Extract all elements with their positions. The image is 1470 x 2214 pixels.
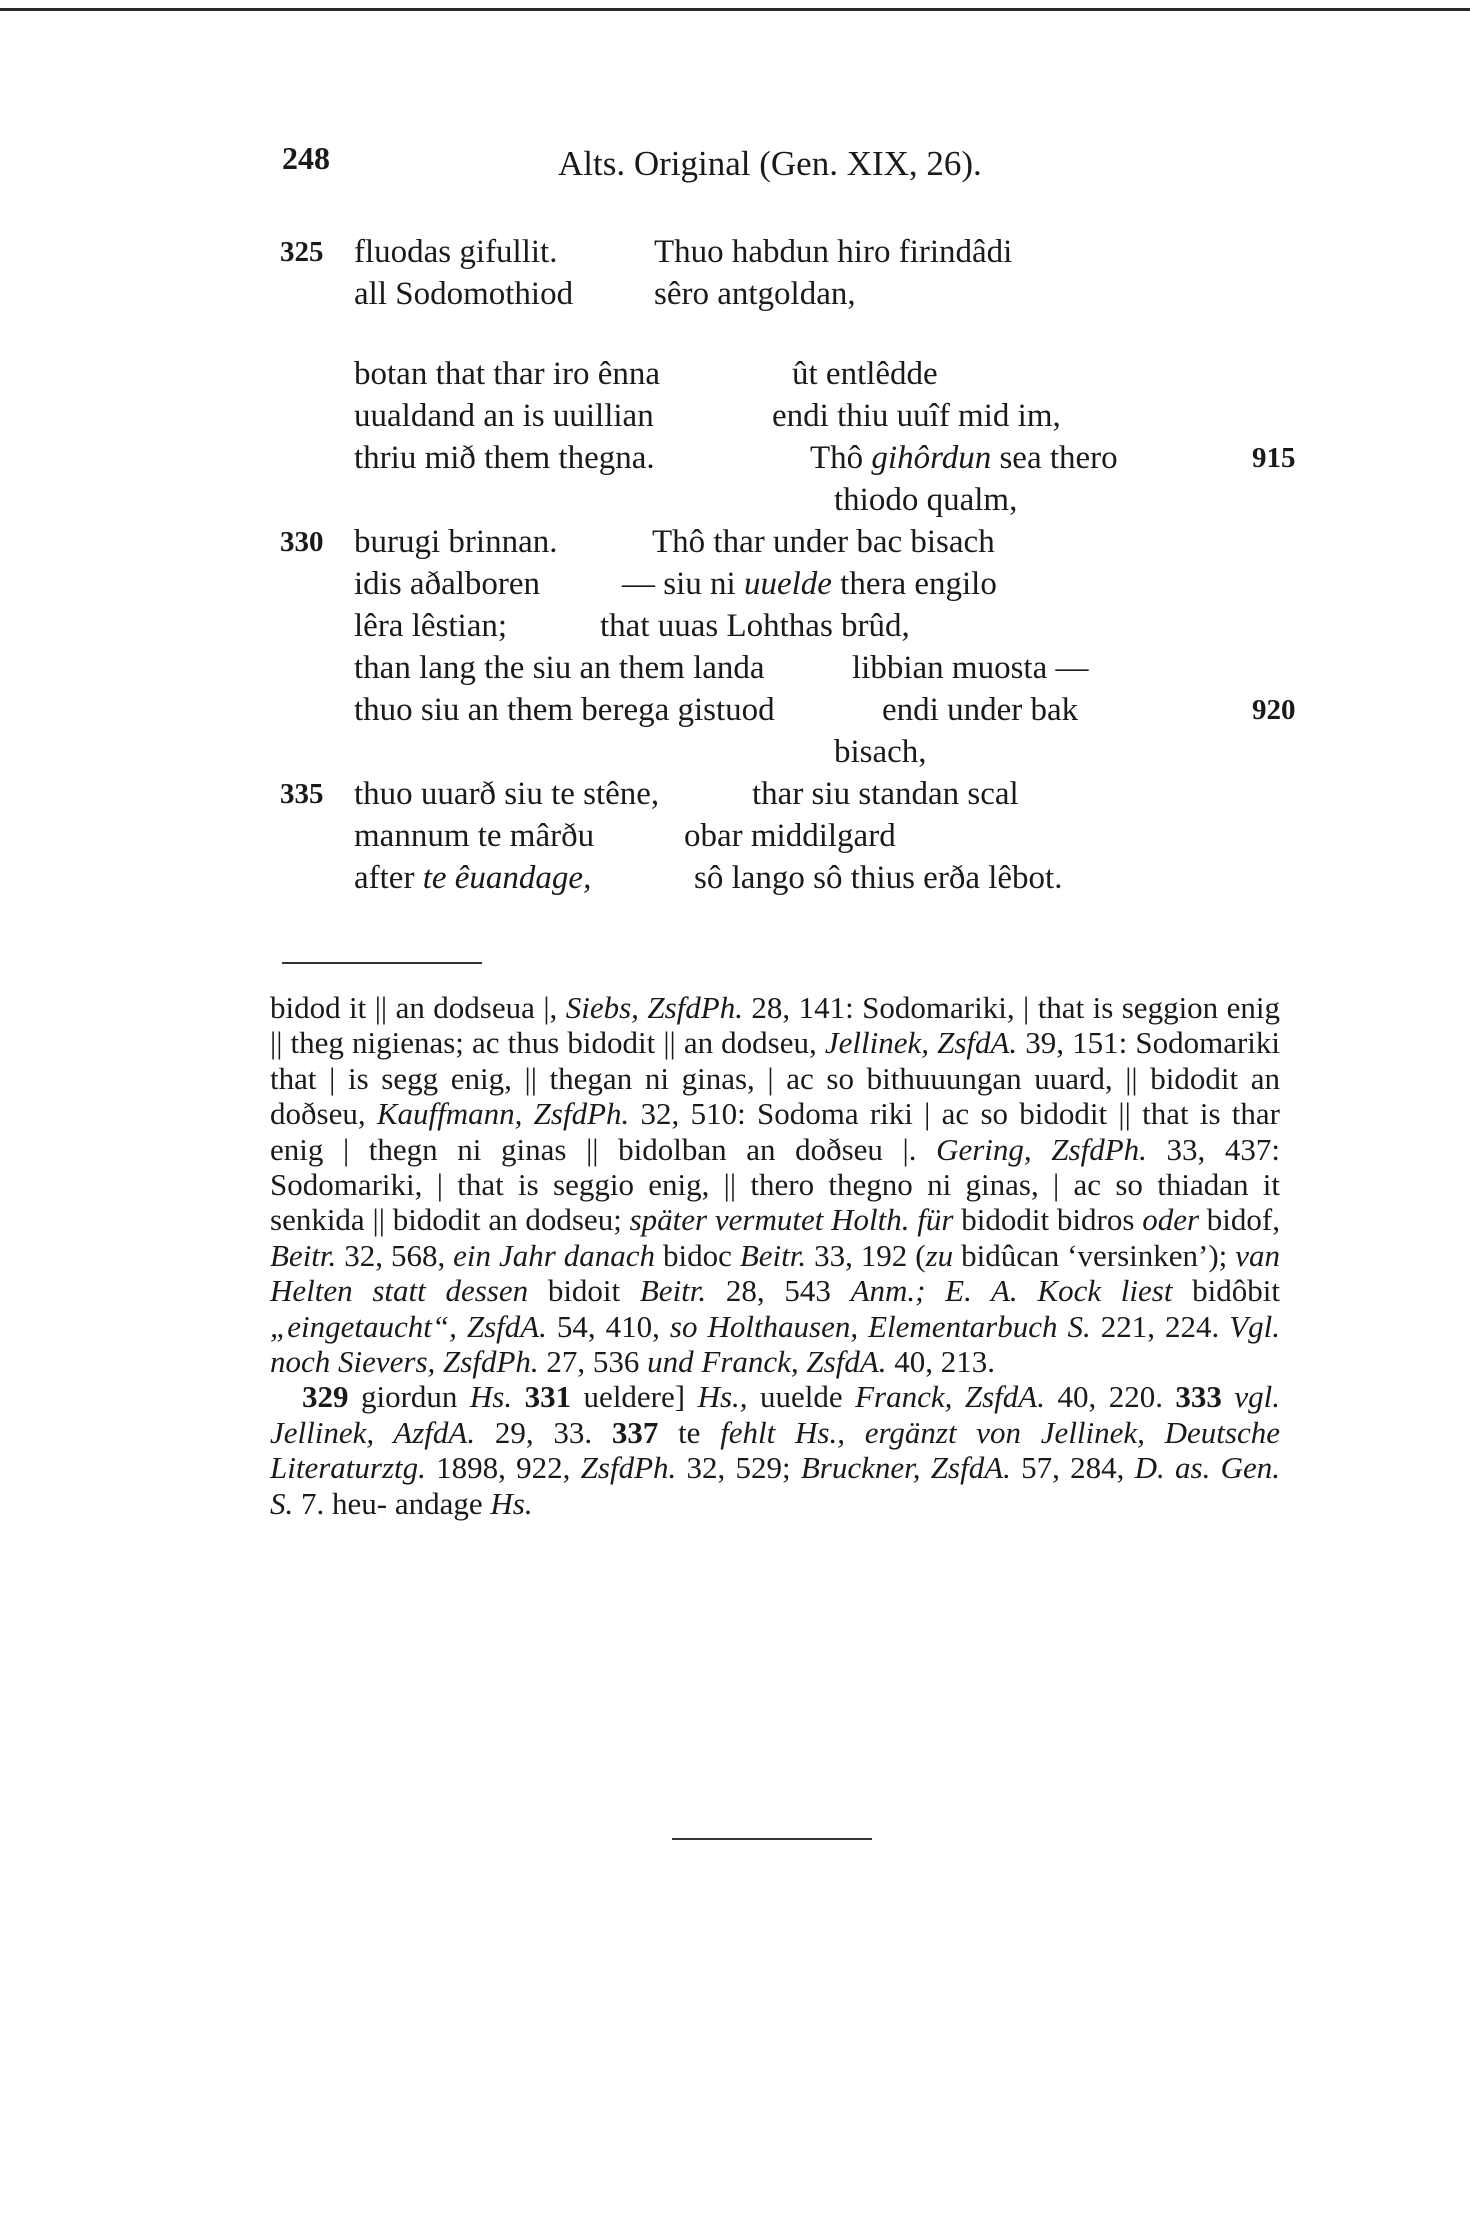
note-citation: Siebs, ZsfdPh. — [565, 990, 743, 1025]
line-number-right: 920 — [1252, 694, 1296, 726]
note-citation: Beitr. — [639, 1273, 707, 1309]
note-text: 33, 192 ( — [806, 1237, 926, 1273]
apparatus-notes — [270, 990, 1280, 1521]
note-text: 29, 33. — [475, 1414, 612, 1450]
verse-half-b: ût entlêdde — [792, 356, 938, 392]
verse-half-b-italic: uuelde — [743, 566, 832, 602]
note-text: 40, 213. — [886, 1344, 996, 1380]
note-text: 32, 510: Sodoma riki | ac so bidodit || that is thar enig | thegn ni ginas || bidolban an doðseu |. — [270, 1096, 1280, 1167]
note-citation: oder — [1142, 1202, 1200, 1238]
note-text: 28, 543 — [706, 1273, 851, 1309]
verse-half-a: thuo siu an them berega gistuod — [354, 692, 775, 728]
verse-block — [282, 232, 1302, 932]
verse-half-b-italic: gihôrdun — [871, 440, 992, 476]
verse-half-b-tail: sea thero — [991, 440, 1118, 476]
note-citation: Bruckner, ZsfdA. — [800, 1450, 1011, 1486]
note-text: 33, 437: Sodomariki, | that is seggio enig, || thero thegno ni ginas, | ac so thiadan it senkida || bidodit an dodseu; — [270, 1131, 1280, 1238]
note-text: te — [658, 1414, 721, 1450]
note-citation: Franck, ZsfdA. — [855, 1379, 1045, 1415]
note-citation: van Helten statt dessen — [270, 1237, 1280, 1309]
verse-half-b: endi thiu uuîf mid im, — [772, 398, 1061, 434]
verse-half-a: burugi brinnan. — [354, 524, 558, 560]
note-text: 40, 220. — [1044, 1379, 1176, 1415]
verse-half-b: endi under bak — [882, 692, 1079, 728]
verse-half-b — [810, 438, 1118, 478]
note-paragraph — [270, 990, 1280, 1379]
verse-half-a: thuo uuarð siu te stêne, — [354, 776, 660, 812]
note-text: 57, 284, — [1010, 1450, 1135, 1486]
page-number: 248 — [282, 140, 330, 176]
note-line-ref: 337 — [611, 1414, 659, 1450]
note-text: bidodit bidros — [953, 1202, 1143, 1238]
verse-half-a: lêra lêstian; — [354, 608, 508, 644]
verse-half-b: obar middilgard — [684, 818, 896, 854]
note-text: 54, 410, — [546, 1308, 670, 1344]
footnote-separator — [282, 962, 482, 964]
note-line-ref: 329 — [302, 1379, 349, 1415]
note-text: 32, 568, — [336, 1237, 454, 1273]
note-paragraph — [270, 1379, 1280, 1521]
verse-half-b: sô lango sô thius erða lêbot. — [694, 860, 1063, 896]
note-citation: Jellinek, ZsfdA. — [824, 1025, 1018, 1061]
note-text: 28, 141: Sodomariki, | that is seggion enig || theg nigienas; ac thus bidodit || an dodseu, — [270, 990, 1281, 1061]
verse-half-a: all Sodomothiod — [354, 276, 574, 312]
verse-half-b-tail: thera engilo — [831, 566, 997, 602]
verse-half-b: that uuas Lohthas brûd, — [600, 608, 910, 644]
note-text: 27, 536 — [538, 1344, 648, 1380]
note-citation: Beitr. — [270, 1237, 337, 1273]
verse-half-b: Thuo habdun hiro firindâdi — [654, 234, 1013, 270]
line-number-left: 325 — [280, 236, 324, 268]
line-number-right: 915 — [1252, 442, 1296, 474]
note-text: 221, 224. — [1090, 1308, 1230, 1344]
line-number-left: 330 — [280, 526, 324, 558]
verse-half-a: botan that thar iro ênna — [354, 356, 661, 392]
note-text: 7. heu- andage — [293, 1485, 491, 1521]
note-citation: „eingetaucht“, ZsfdA. — [270, 1308, 547, 1344]
top-border-line — [0, 8, 1470, 11]
note-text: 39, 151: Sodomariki that | is segg enig, || thegan ni ginas, | ac so bithuuungan uuard, || bidodit an doðseu, — [270, 1025, 1281, 1132]
end-separator — [672, 1838, 872, 1840]
note-citation: D. as. Gen. S. — [270, 1450, 1280, 1521]
note-text: bidôbit — [1172, 1273, 1281, 1309]
note-citation: Anm.; E. A. Kock liest — [850, 1273, 1173, 1309]
verse-half-a: idis aðalboren — [354, 566, 541, 602]
note-citation: Gering, ZsfdPh. — [936, 1131, 1147, 1167]
note-text: uuelde — [747, 1379, 856, 1415]
note-citation: so Holthausen, Elementarbuch S. — [669, 1308, 1091, 1344]
verse-half-b: libbian muosta — — [852, 650, 1089, 686]
verse-half-a: mannum te mârðu — [354, 818, 595, 854]
note-citation: Kauffmann, ZsfdPh. — [376, 1096, 630, 1132]
note-citation: Beitr. — [739, 1237, 807, 1273]
note-text: ueldere] — [571, 1379, 698, 1415]
verse-half-b — [622, 564, 997, 604]
note-citation: Hs., — [697, 1379, 748, 1415]
note-citation: ein Jahr danach — [453, 1237, 656, 1273]
verse-half-a: fluodas gifullit. — [354, 234, 558, 270]
note-citation: Vgl. noch Sievers, ZsfdPh. — [270, 1308, 1280, 1380]
note-text: bidod it || an dodseua |, — [270, 990, 566, 1025]
running-title: Alts. Original (Gen. XIX, 26). — [558, 144, 982, 183]
verse-half-b: thiodo qualm, — [834, 482, 1018, 518]
verse-half-a — [354, 858, 591, 898]
note-text: giordun — [348, 1379, 470, 1415]
note-line-ref: 331 — [524, 1379, 572, 1415]
verse-half-b-head: — siu ni — [622, 566, 744, 602]
verse-line — [282, 438, 1302, 478]
verse-half-b-head: Thô — [810, 440, 872, 476]
verse-half-a: uualdand an is uuillian — [354, 398, 654, 434]
note-line-ref: 333 — [1175, 1379, 1222, 1415]
verse-half-b: Thô thar under bac bisach — [652, 524, 995, 560]
note-citation: vgl. Jellinek, AzfdA. — [270, 1379, 1281, 1450]
verse-half-b: bisach, — [834, 734, 927, 770]
note-citation: später vermutet Holth. für — [629, 1202, 954, 1238]
verse-half-a-italic: te êuandage, — [422, 860, 592, 896]
note-citation: Hs. — [469, 1379, 513, 1415]
verse-half-a-head: after — [354, 860, 423, 896]
note-text: bidûcan ‘versinken’); — [953, 1237, 1236, 1273]
line-number-left: 335 — [280, 778, 324, 810]
note-citation: und Franck, ZsfdA. — [647, 1344, 887, 1380]
note-citation: ZsfdPh. — [580, 1450, 677, 1486]
note-text: bidoit — [528, 1273, 640, 1309]
note-text — [512, 1379, 524, 1414]
note-citation: fehlt Hs., ergänzt von Jellinek, Deutsche Literaturztg. — [270, 1414, 1281, 1486]
verse-half-b: sêro antgoldan, — [654, 276, 856, 312]
verse-half-a: than lang the siu an them landa — [354, 650, 765, 686]
note-text: bidoc — [655, 1237, 740, 1273]
note-text: 1898, 922, — [425, 1450, 581, 1486]
verse-half-b: thar siu standan scal — [752, 776, 1019, 812]
note-citation: zu — [925, 1237, 954, 1273]
note-citation: Hs. — [490, 1485, 533, 1521]
note-text: bidof, — [1199, 1202, 1280, 1238]
note-text — [1222, 1379, 1234, 1414]
verse-half-a: thriu mið them thegna. — [354, 440, 655, 476]
note-text: 32, 529; — [676, 1450, 801, 1486]
